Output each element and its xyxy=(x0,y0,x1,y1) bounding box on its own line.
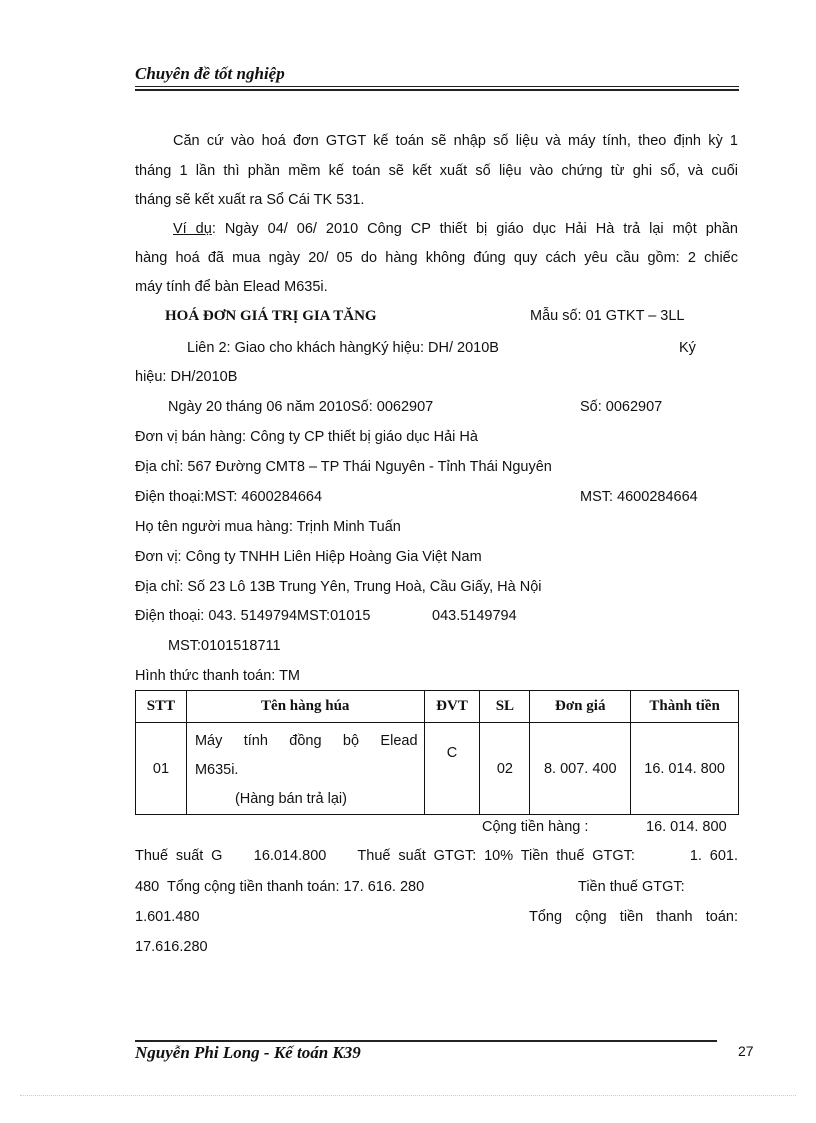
totals-line1: Thuế suất G 16.014.800 Thuế suất GTGT: 10% Tiền thuế GTGT: 1. 601. xyxy=(135,848,738,864)
buyer-unit: Đơn vị: Công ty TNHH Liên Hiệp Hoàng Gia Việt Nam xyxy=(135,549,482,565)
header-title: Chuyên đề tốt nghiệp xyxy=(135,64,285,83)
totals-line4: 17.616.280 xyxy=(135,939,208,955)
seller-address: Địa chỉ: 567 Đường CMT8 – TP Thái Nguyên - Tỉnh Thái Nguyên xyxy=(135,459,552,475)
invoice-title: HOÁ ĐƠN GIÁ TRỊ GIA TĂNG xyxy=(165,308,377,324)
example-line1 xyxy=(135,215,738,244)
example-line2: hàng hoá đã mua ngày 20/ 05 do hàng không đúng quy cách yêu cầu gồm: 2 chiếc xyxy=(135,250,738,266)
invoice-number: Số: 0062907 xyxy=(580,399,663,415)
para1-line2: tháng 1 lần thì phần mềm kế toán sẽ kết xuất số liệu vào chứng từ ghi sổ, và cuối xyxy=(135,163,738,179)
buyer-name: Họ tên người mua hàng: Trịnh Minh Tuấn xyxy=(135,519,401,535)
seller-phone: Điện thoại:MST: 4600284664 xyxy=(135,489,323,505)
seller-name: Đơn vị bán hàng: Công ty CP thiết bị giáo dục Hải Hà xyxy=(135,429,478,445)
example-text: : Ngày 04/ 06/ 2010 Công CP thiết bị giáo dục Hải Hà trả lại một phần xyxy=(211,221,739,237)
goods-total-label: Cộng tiền hàng : xyxy=(482,819,589,835)
col-header: Thành tiền xyxy=(631,691,739,723)
invoice-table xyxy=(135,690,739,815)
example-line3: máy tính để bàn Elead M635i. xyxy=(135,279,328,295)
totals-line2a: 480 Tổng cộng tiền thanh toán: 17. 616. 280 xyxy=(135,879,425,895)
table-row xyxy=(136,723,739,815)
cell-name-line1: Máy tính đồng bộ Elead xyxy=(194,733,418,749)
totals-line3a: 1.601.480 xyxy=(135,909,200,925)
cell-qty: 02 xyxy=(480,723,530,815)
invoice-symbol: hiệu: DH/2010B xyxy=(135,369,238,385)
footer-author: Nguyễn Phi Long - Kế toán K39 xyxy=(135,1043,361,1062)
buyer-phone: Điện thoại: 043. 5149794MST:01015 xyxy=(135,608,371,624)
cell-stt: 01 xyxy=(136,723,187,815)
invoice-form-no: Mẫu số: 01 GTKT – 3LL xyxy=(530,308,685,324)
example-label: Ví dụ xyxy=(173,221,212,237)
footer-rule xyxy=(135,1040,717,1042)
header-rule-top xyxy=(135,86,739,87)
cell-name-line2: M635i. xyxy=(194,762,239,778)
cell-name-line3: (Hàng bán trả lại) xyxy=(234,791,347,807)
col-header: STT xyxy=(136,691,187,723)
header-rule-bottom xyxy=(135,89,739,91)
cell-unit: C xyxy=(424,723,480,815)
buyer-address: Địa chỉ: Số 23 Lô 13B Trung Yên, Trung Hoà, Cầu Giấy, Hà Nội xyxy=(135,579,542,595)
para1-line1: Căn cứ vào hoá đơn GTGT kế toán sẽ nhập số liệu và máy tính, theo định kỳ 1 xyxy=(173,133,738,149)
page-bottom-dotted-line xyxy=(20,1095,796,1096)
payment-method: Hình thức thanh toán: TM xyxy=(135,668,301,684)
page-number: 27 xyxy=(738,1043,754,1059)
cell-amount: 16. 014. 800 xyxy=(631,723,739,815)
totals-line2b: Tiền thuế GTGT: xyxy=(578,879,685,895)
para1-line3: tháng sẽ kết xuất ra Sổ Cái TK 531. xyxy=(135,192,365,208)
seller-tax: MST: 4600284664 xyxy=(580,489,698,505)
goods-total-value: 16. 014. 800 xyxy=(646,819,727,835)
col-header: SL xyxy=(480,691,530,723)
table-header-row xyxy=(136,691,739,723)
buyer-tax: MST:0101518711 xyxy=(168,638,281,654)
cell-name xyxy=(186,723,424,815)
invoice-date: Ngày 20 tháng 06 năm 2010Số: 0062907 xyxy=(168,399,434,415)
col-header: Đơn giá xyxy=(530,691,631,723)
col-header: Tên hàng húa xyxy=(186,691,424,723)
invoice-ky-label: Ký xyxy=(679,340,696,356)
buyer-phone2: 043.5149794 xyxy=(432,608,517,624)
totals-line3b: Tổng cộng tiền thanh toán: xyxy=(529,909,738,925)
invoice-copy-line: Liên 2: Giao cho khách hàngKý hiệu: DH/ 2010B xyxy=(187,340,499,356)
col-header: ĐVT xyxy=(424,691,480,723)
cell-price: 8. 007. 400 xyxy=(530,723,631,815)
